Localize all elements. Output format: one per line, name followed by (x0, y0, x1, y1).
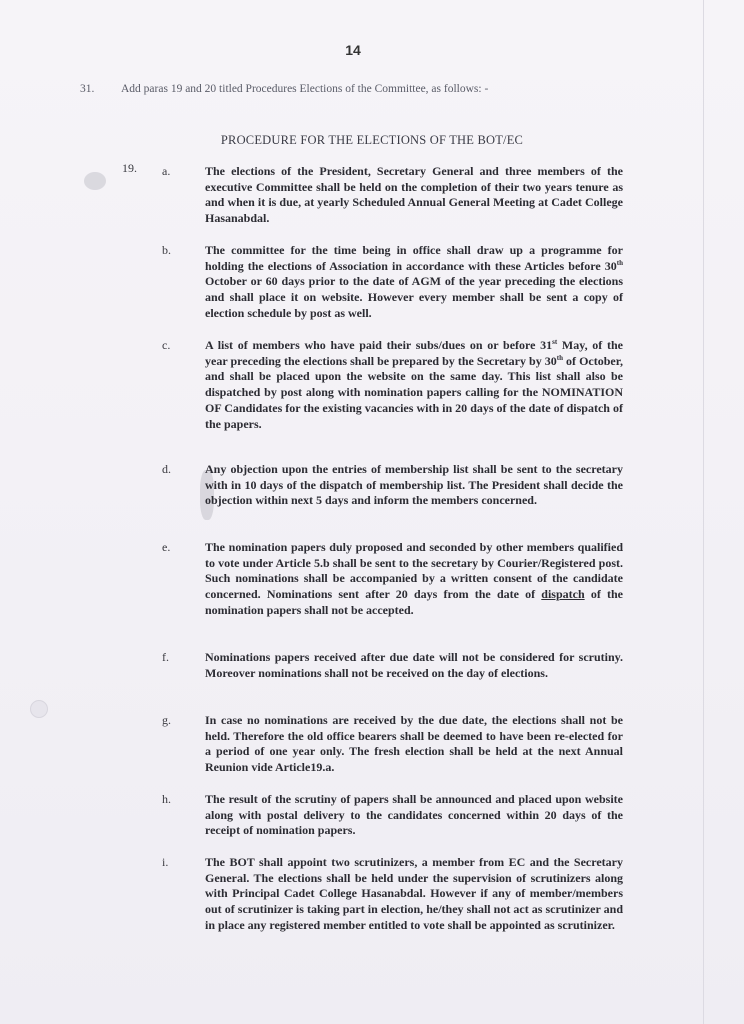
item-text-i: The BOT shall appoint two scrutinizers, a member from EC and the Secretary General. The elections shall be held under the supervision of scrutinizers along with Principal Cadet College Hasanabdal. However if any of member/members out of scrutinizer is taking part in election, he/they shall not act as scrutinizer and in place any registered member entitled to vote shall be appointed as scrutinizer. (205, 855, 623, 932)
page-number: 14 (345, 42, 361, 58)
item-letter-c: c. (162, 338, 171, 352)
item-text-a: The elections of the President, Secretary General and three members of the executive Committee shall be held on the completion of their two years tenure as and when it is due, at yearly Scheduled Annual General Meeting at Cadet College Hasanabdal. (205, 164, 623, 226)
item-text-e (205, 540, 623, 619)
item-text-f: Nominations papers received after due date will not be considered for scrutiny. Moreover nominations shall not be received on the day of elections. (205, 650, 623, 680)
item-text-b-sup: th (616, 258, 623, 267)
item-text-c-sup: th (556, 353, 563, 362)
paragraph-number: 19. (122, 161, 137, 175)
item-letter-f: f. (162, 650, 169, 664)
item-letter-g: g. (162, 713, 171, 727)
page-edge-line (703, 0, 704, 1024)
item-text-g: In case no nominations are received by the due date, the elections shall not be held. Therefore the old office bearers shall be deemed to have been re-elected for a period of one year only. The fresh election shall be held at the next Annual Reunion vide Article19.a. (205, 713, 623, 775)
item-letter-d: d. (162, 462, 171, 476)
item-text-h: The result of the scrutiny of papers shall be announced and placed upon website along with postal delivery to the candidates concerned within 20 days of the receipt of nomination papers. (205, 792, 623, 838)
item-text-e-part: of the nomination papers shall not be accepted. (205, 587, 623, 617)
item-text-c (205, 338, 623, 432)
item-text-c-sup: st (552, 338, 558, 346)
item-text-d: Any objection upon the entries of membership list shall be sent to the secretary with in 10 days of the dispatch of membership list. The President shall decide the objection within next 5 days and inform the members concerned. (205, 462, 623, 508)
item-letter-i: i. (162, 855, 169, 869)
item-text-c-part: A list of members who have paid their subs/dues on or before 31 (205, 338, 553, 352)
item-letter-e: e. (162, 540, 171, 554)
item-letter-b: b. (162, 243, 171, 257)
item-text-b-part: October or 60 days prior to the date of AGM of the year preceding the elections and shall place it on website. However every member shall be sent a copy of election schedule by post as well. (205, 274, 623, 320)
intro-number: 31. (80, 83, 95, 95)
item-text-e-underlined: dispatch (541, 587, 585, 602)
punch-hole (30, 700, 48, 718)
item-text-c-part: of October, and shall be placed upon the website on the same day. This list shall also be dispatched by post along with nomination papers calling for the NOMINATION OF Candidates for the existing vacancies with in 20 days of the date of dispatch of the papers. (205, 353, 623, 431)
item-text-b (205, 243, 623, 322)
item-letter-h: h. (162, 792, 171, 806)
item-text-b-part: The committee for the time being in office shall draw up a programme for holding the elections of Association in accordance with these Articles before 30 (205, 243, 623, 273)
item-text-e-part: The nomination papers duly proposed and seconded by other members qualified to vote under Article 5.b shall be sent to the secretary by Courier/Registered post. Such nominations shall be accompanied by a written consent of the candidate concerned. Nominations sent after 20 days from the date of (205, 540, 623, 602)
item-letter-a: a. (162, 164, 171, 178)
intro-text: Add paras 19 and 20 titled Procedures Elections of the Committee, as follows: - (121, 83, 489, 95)
item-text-c-part: May, of the year preceding the elections shall be prepared by the Secretary by 30 (205, 338, 623, 368)
smudge-mark (84, 172, 106, 190)
section-heading: PROCEDURE FOR THE ELECTIONS OF THE BOT/EC (220, 133, 524, 147)
